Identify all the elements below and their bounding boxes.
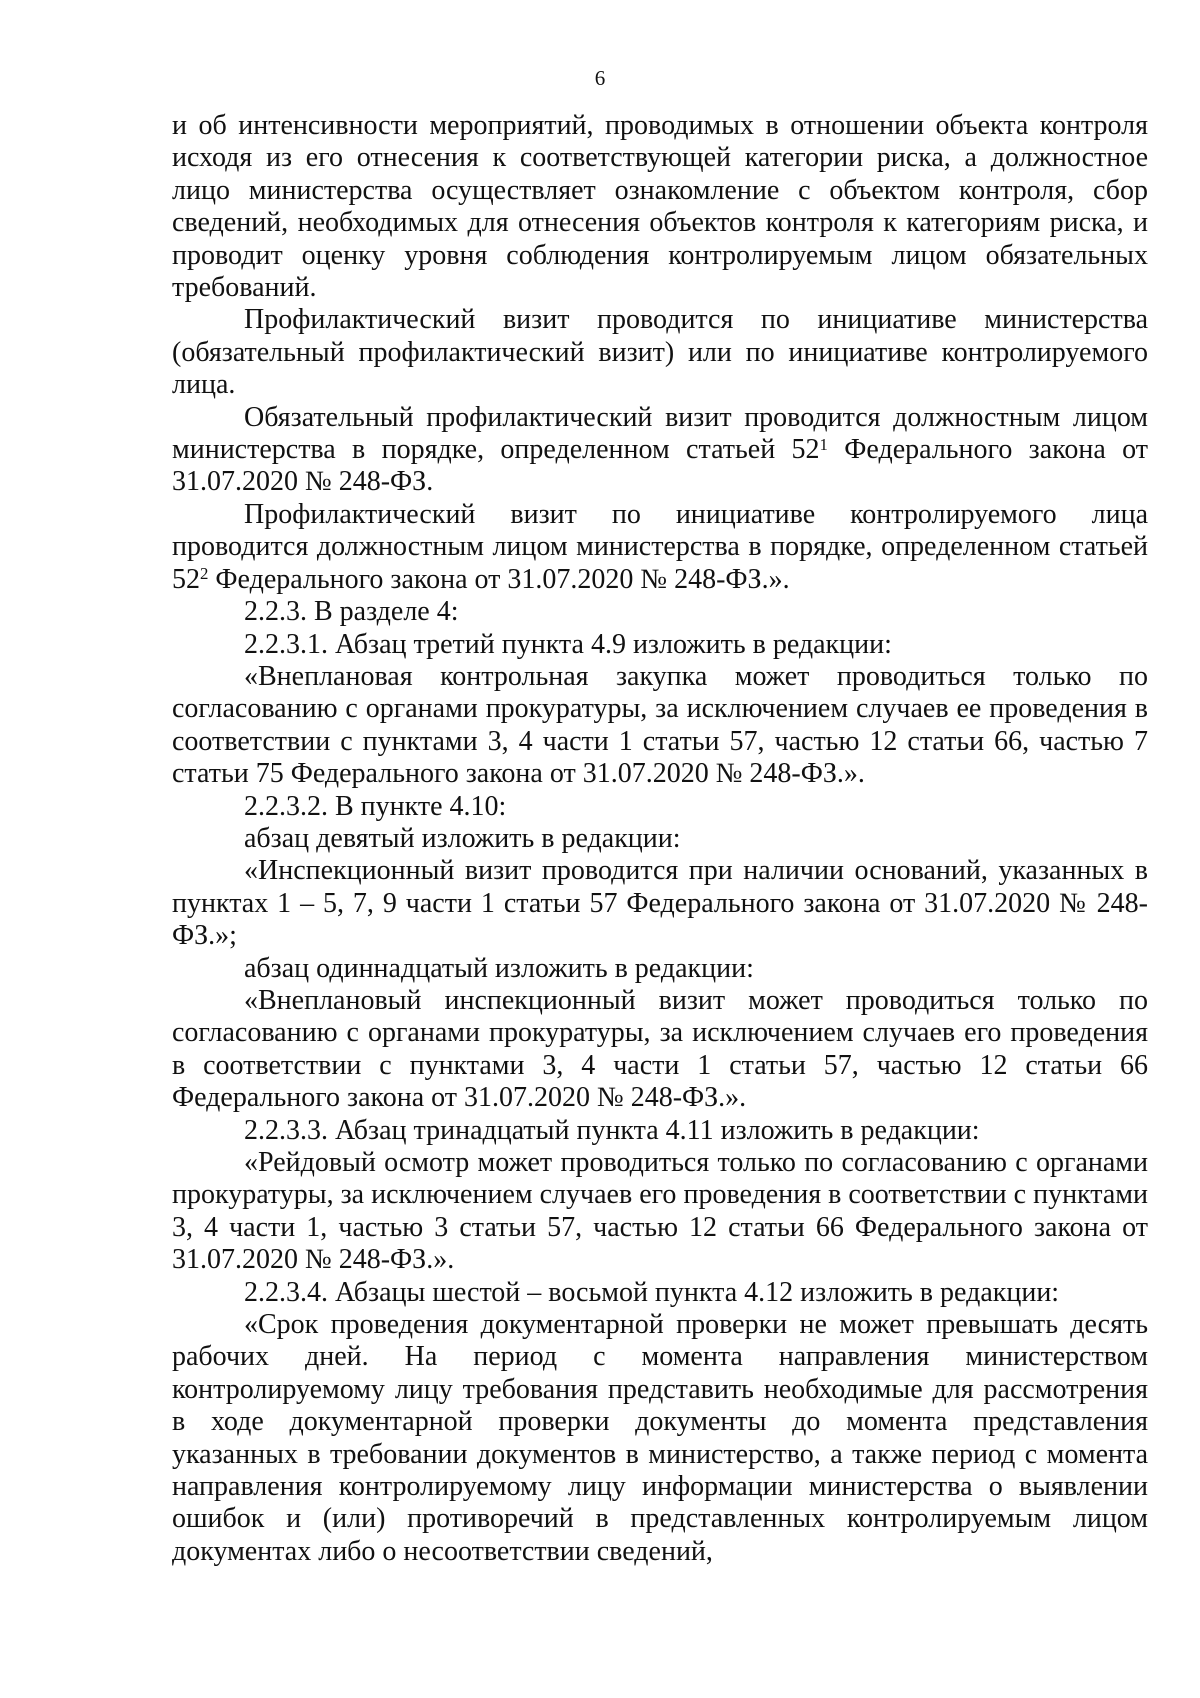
quoted-amendment-inspection-visit: «Инспекционный визит проводится при наличии оснований, указанных в пунктах 1 – 5, 7, 9 части 1 статьи 57 Федерального закона от 31.07.2020 № 248-ФЗ.»; (172, 855, 1148, 952)
paragraph-2: Профилактический визит проводится по инициативе министерства (обязательный профилактический визит) или по инициативе контролируемого лица. (172, 304, 1148, 401)
superscript-2: 2 (200, 564, 209, 584)
paragraph-4-text-end: Федерального закона от 31.07.2020 № 248-ФЗ.». (208, 563, 790, 595)
paragraph-3-text-end: Федерального закона от 31.07.2020 № 248-ФЗ. (172, 434, 1148, 498)
paragraph-3-text: Обязательный профилактический визит проводится должностным лицом министерства в порядке, определенном статьей 52 (172, 401, 1148, 466)
document-body (172, 110, 1148, 1568)
paragraph-4 (172, 499, 1148, 596)
section-heading-2-2-3: 2.2.3. В разделе 4: (244, 596, 459, 628)
page-number: 6 (594, 66, 606, 90)
superscript-1: 1 (819, 434, 828, 454)
clause-2-2-3-3: 2.2.3.3. Абзац тринадцатый пункта 4.11 изложить в редакции: (244, 1114, 980, 1146)
paragraph-4-text: Профилактический визит по инициативе контролируемого лица проводится должностным лицом министерства в порядке, определенном статьей 52 (172, 498, 1148, 595)
clause-2-2-3-4: 2.2.3.4. Абзацы шестой – восьмой пункта 4.12 изложить в редакции: (244, 1276, 1060, 1308)
paragraph-3 (172, 402, 1148, 499)
quoted-amendment-unscheduled-visit: «Внеплановый инспекционный визит может проводиться только по согласованию с органами прокуратуры, за исключением случаев его проведения в соответствии с пунктами 3, 4 части 1 статьи 57, частью 12 статьи 66 Федерального закона от 31.07.2020 № 248-ФЗ.». (172, 984, 1148, 1114)
quoted-amendment-4-9: «Внеплановая контрольная закупка может проводиться только по согласованию с органами прокуратуры, за исключением случаев ее проведения в соответствии с пунктами 3, 4 части 1 статьи 57, частью 12 статьи 66, частью 7 статьи 75 Федерального закона от 31.07.2020 № 248-ФЗ.». (172, 660, 1148, 790)
sub-clause-eleventh-paragraph: абзац одиннадцатый изложить в редакции: (244, 952, 754, 984)
clause-2-2-3-1: 2.2.3.1. Абзац третий пункта 4.9 изложить в редакции: (244, 628, 892, 660)
paragraph-1: и об интенсивности мероприятий, проводимых в отношении объекта контроля исходя из его отнесения к соответствующей категории риска, а должностное лицо министерства осуществляет ознакомление с объектом контроля, сбор сведений, необходимых для отнесения объектов контроля к категориям риска, и проводит оценку уровня соблюдения контролируемым лицом обязательных требований. (172, 110, 1148, 304)
quoted-amendment-raid-inspection: «Рейдовый осмотр может проводиться только по согласованию с органами прокуратуры, за исключением случаев его проведения в соответствии с пунктами 3, 4 части 1, частью 3 статьи 57, частью 12 статьи 66 Федерального закона от 31.07.2020 № 248-ФЗ.». (172, 1147, 1148, 1276)
clause-2-2-3-2: 2.2.3.2. В пункте 4.10: (244, 790, 507, 822)
sub-clause-ninth-paragraph: абзац девятый изложить в редакции: (244, 822, 681, 854)
quoted-amendment-documentary-check: «Срок проведения документарной проверки не может превышать десять рабочих дней. На период с момента направления министерством контролируемому лицу требования представить необходимые для рассмотрения в ходе документарной проверки документы до момента представления указанных в требовании документов в министерство, а также период с момента направления контролируемому лицу информации министерства о выявлении ошибок и (или) противоречий в представленных контролируемым лицом документах либо о несоответствии сведений, (172, 1309, 1148, 1567)
